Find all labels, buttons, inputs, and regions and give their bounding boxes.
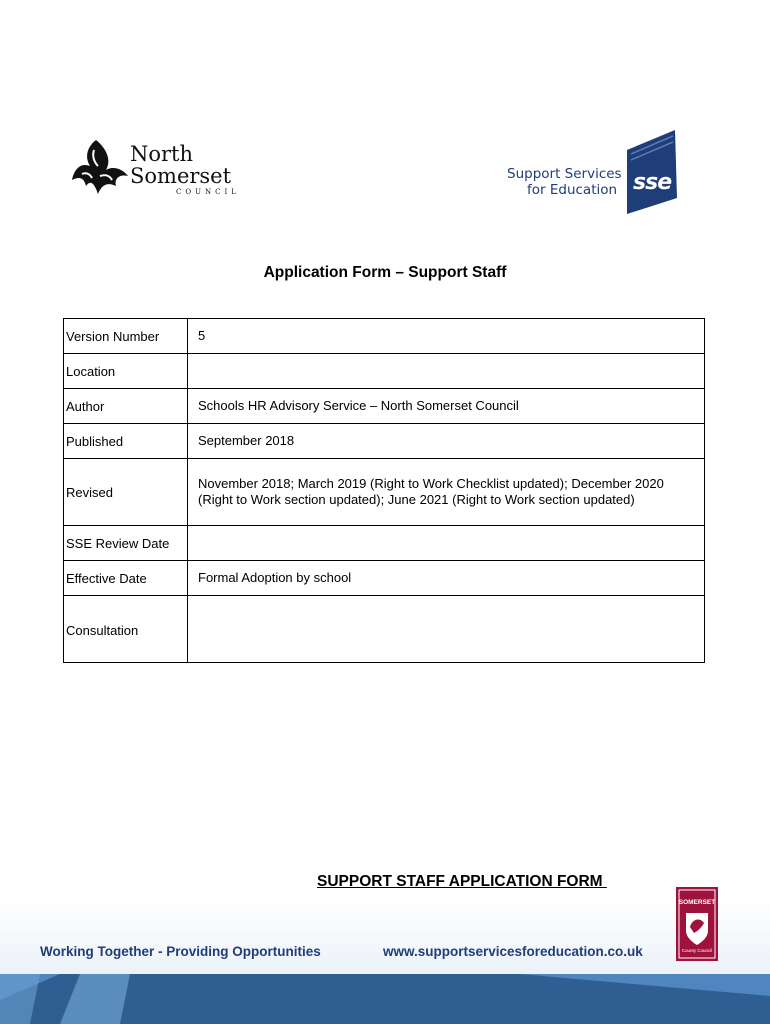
row-label: Consultation: [64, 596, 188, 663]
footer-tagline: Working Together - Providing Opportunities: [40, 944, 321, 959]
row-value: September 2018: [188, 424, 705, 459]
heraldic-bird-icon: [66, 136, 130, 200]
row-value: Formal Adoption by school: [188, 561, 705, 596]
sse-logo: [505, 128, 695, 218]
row-value: 5: [188, 319, 705, 354]
table-row: [64, 526, 705, 561]
somerset-county-council-crest: [676, 887, 718, 961]
table-row: [64, 561, 705, 596]
row-value: [188, 354, 705, 389]
table-row: [64, 389, 705, 424]
table-row: [64, 459, 705, 526]
row-label: SSE Review Date: [64, 526, 188, 561]
section-heading: SUPPORT STAFF APPLICATION FORM: [317, 873, 607, 890]
row-value: November 2018; March 2019 (Right to Work Checklist updated); December 2020 (Right to Work section updated); June 2021 (Right to Work section updated): [188, 459, 705, 526]
table-row: [64, 424, 705, 459]
sse-logo-line1: Support Services: [507, 166, 622, 182]
footer-band-graphic: [0, 900, 770, 1024]
row-label: Published: [64, 424, 188, 459]
table-row: [64, 319, 705, 354]
row-label: Author: [64, 389, 188, 424]
ns-logo-line2: Somerset: [130, 164, 232, 188]
row-value: [188, 596, 705, 663]
crest-word: SOMERSET: [678, 899, 716, 906]
document-title: Application Form – Support Staff: [263, 264, 507, 281]
row-value: Schools HR Advisory Service – North Somerset Council: [188, 389, 705, 424]
document-control-table: [63, 318, 705, 663]
table-row: [64, 596, 705, 663]
sse-logo-mark-text: sse: [633, 170, 672, 195]
ns-logo-line1: North: [130, 142, 194, 166]
row-label: Version Number: [64, 319, 188, 354]
crest-subtext: County Council: [681, 948, 713, 953]
row-label: Revised: [64, 459, 188, 526]
row-label: Effective Date: [64, 561, 188, 596]
north-somerset-council-logo: [66, 136, 246, 200]
sse-logo-line2: for Education: [527, 182, 618, 198]
table-row: [64, 354, 705, 389]
row-value: [188, 526, 705, 561]
footer-website-link[interactable]: www.supportservicesforeducation.co.uk: [383, 944, 643, 959]
ns-logo-line3: COUNCIL: [176, 188, 240, 196]
row-label: Location: [64, 354, 188, 389]
